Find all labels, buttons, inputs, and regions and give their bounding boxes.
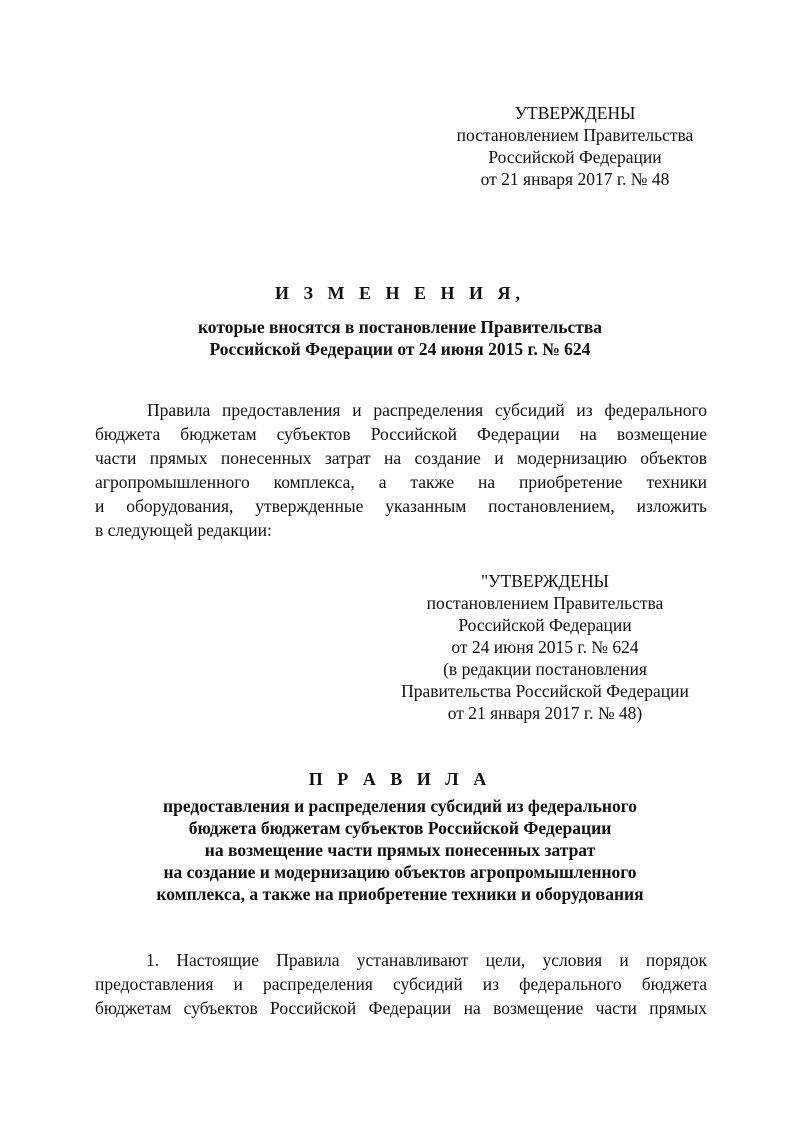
paragraph-line: Правила предоставления и распределения субсидий из федерального bbox=[147, 400, 707, 420]
approval-line: Правительства Российской Федерации bbox=[401, 681, 689, 701]
paragraph-line: 1. Настоящие Правила устанавливают цели, условия и порядок bbox=[146, 950, 707, 970]
rule-1-paragraph bbox=[95, 948, 707, 1020]
approval-line: от 24 июня 2015 г. № 624 bbox=[451, 637, 639, 657]
subtitle-line: предоставления и распределения субсидий из федерального bbox=[163, 796, 637, 816]
paragraph-line: и оборудования, утвержденные указанным постановлением, изложить bbox=[95, 496, 707, 516]
subtitle-line: на возмещение части прямых понесенных затрат bbox=[204, 840, 596, 860]
approval-line: постановлением Правительства bbox=[426, 593, 664, 613]
paragraph-line: бюджетам субъектов Российской Федерации на возмещение части прямых bbox=[95, 998, 707, 1018]
approval-line: от 21 января 2017 г. № 48) bbox=[447, 703, 643, 723]
approval-line: УТВЕРЖДЕНЫ bbox=[514, 103, 636, 123]
approval-line: Российской Федерации bbox=[488, 147, 662, 167]
subtitle-line: бюджета бюджетам субъектов Российской Федерации bbox=[188, 818, 612, 838]
paragraph-line: агропромышленного комплекса, а также на приобретение техники bbox=[95, 472, 707, 492]
approval-stamp-top bbox=[440, 102, 710, 190]
approval-stamp-quoted bbox=[380, 570, 710, 724]
paragraph-line: бюджета бюджетам субъектов Российской Федерации на возмещение bbox=[95, 424, 707, 444]
changes-subtitle bbox=[100, 316, 700, 360]
paragraph-line: части прямых понесенных затрат на создание и модернизацию объектов bbox=[95, 448, 707, 468]
subtitle-line: Российской Федерации от 24 июня 2015 г. № 624 bbox=[209, 339, 591, 359]
approval-line: постановлением Правительства bbox=[456, 125, 694, 145]
subtitle-line: комплекса, а также на приобретение техники и оборудования bbox=[156, 884, 644, 904]
subtitle-line: которые вносятся в постановление Правительства bbox=[197, 317, 603, 337]
approval-line: от 21 января 2017 г. № 48 bbox=[480, 169, 670, 189]
rules-title: П Р А В И Л А bbox=[308, 769, 492, 789]
approval-line: Российской Федерации bbox=[458, 615, 632, 635]
intro-paragraph bbox=[95, 398, 707, 542]
changes-title: И З М Е Н Е Н И Я, bbox=[274, 283, 525, 303]
rules-subtitle bbox=[100, 795, 700, 905]
approval-line: (в редакции постановления bbox=[443, 659, 647, 679]
subtitle-line: на создание и модернизацию объектов агропромышленного bbox=[163, 862, 637, 882]
paragraph-line: предоставления и распределения субсидий из федерального бюджета bbox=[95, 974, 707, 994]
paragraph-line: в следующей редакции: bbox=[95, 520, 272, 540]
approval-line: "УТВЕРЖДЕНЫ bbox=[481, 571, 609, 591]
